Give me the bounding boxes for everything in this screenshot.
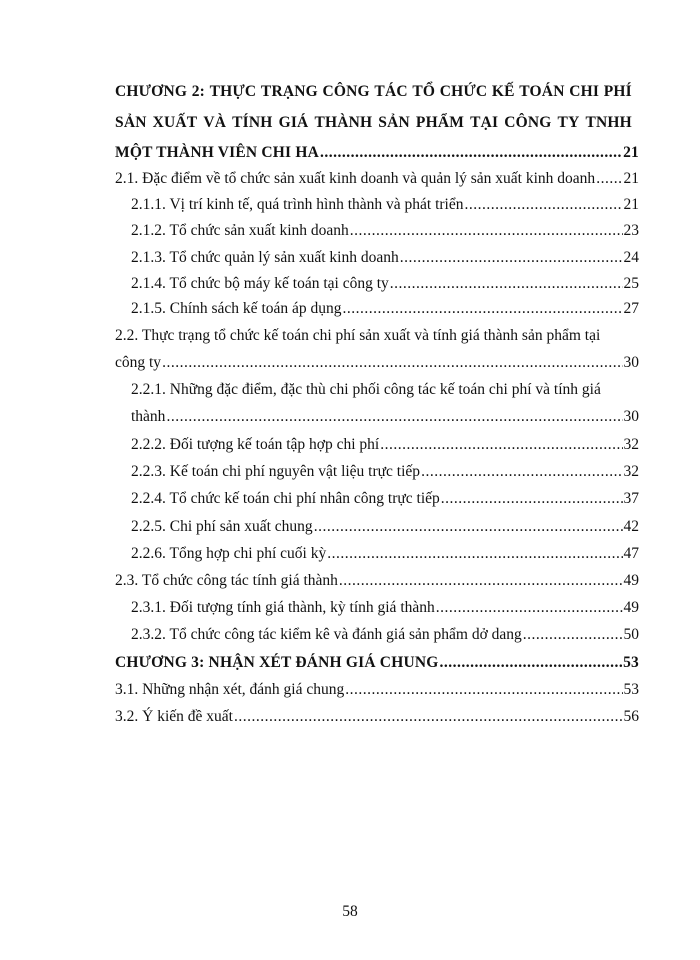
toc-entry-page: 37 [623,490,639,507]
heading-word: TY [557,114,580,131]
leader-dots [166,407,622,427]
toc-entry-label: 2.2.3. Kế toán chi phí nguyên vật liệu trực tiếp [131,463,421,480]
leader-dots [421,462,622,482]
toc-entry-page: 21 [623,170,639,187]
toc-entry-page: 49 [623,599,639,616]
toc-entry [115,169,639,189]
toc-entry-label: 2.2.6. Tổng hợp chi phí cuối kỳ [131,545,327,562]
toc-entry-label: 2.2.4. Tổ chức kế toán chi phí nhân công trực tiếp [131,490,440,507]
leader-dots [436,598,623,618]
toc-entry-page: 30 [623,408,639,425]
heading-word: TÁC [374,83,408,100]
toc-entry [115,680,639,700]
toc-entry-page: 32 [623,436,639,453]
heading-word: CHƯƠNG [115,83,188,100]
heading-word: SẢN [378,114,410,131]
toc-entry-label: 3.2. Ý kiến đề xuất [115,708,233,725]
heading-word: TRẠNG [260,83,318,100]
heading-word: CHI [569,83,600,100]
toc-entry-label: 2.3.1. Đối tượng tính giá thành, kỳ tính giá thành [131,599,435,616]
leader-dots [314,517,623,537]
leader-dots [343,299,623,319]
heading-word: SẢN [115,114,147,131]
leader-dots [523,625,623,645]
heading-word: PHÍ [603,83,632,100]
toc-entry [115,571,639,591]
heading-word: CÔNG [504,114,552,131]
toc-entry [131,517,639,537]
toc-entry [131,221,639,241]
toc-entry-label: 2.1. Đặc điểm về tổ chức sản xuất kinh doanh và quản lý sản xuất kinh doanh [115,170,596,187]
toc-entry-line-1: 2.2. Thực trạng tổ chức kế toán chi phí sản xuất và tính giá thành sản phẩm tại [115,327,601,344]
toc-entry-page: 47 [623,545,639,562]
leader-dots [440,653,623,673]
heading-word: TẠI [470,114,499,131]
toc-entry-page: 30 [623,354,639,371]
toc-entry-page: 23 [623,222,639,239]
toc-entry [131,462,639,482]
toc-entry-page: 53 [623,681,639,698]
leader-dots [390,274,623,294]
chapter-3-page: 53 [623,654,639,671]
heading-word: TNHH [585,114,632,131]
toc-entry-label: 2.1.3. Tổ chức quản lý sản xuất kinh doanh [131,249,399,266]
toc-entry-page: 25 [623,275,639,292]
toc-entry [115,707,639,727]
toc-entry-label: thành [131,408,166,425]
heading-word: TỔ [412,83,436,100]
toc-entry-page: 21 [623,196,639,213]
leader-dots [339,571,623,591]
heading-word: CÔNG [322,83,370,100]
leader-dots [380,435,622,455]
toc-entry [131,489,639,509]
leader-dots [464,195,622,215]
heading-word: GIÁ [278,114,309,131]
toc-entry-page: 27 [623,300,639,317]
leader-dots [441,489,623,509]
chapter-2-heading-line-2 [115,113,632,133]
chapter-2-heading-line-3 [115,143,639,163]
toc-entry-label: 3.1. Những nhận xét, đánh giá chung [115,681,345,698]
toc-entry-page: 42 [623,518,639,535]
leader-dots [162,353,622,373]
heading-word: THỰC [209,83,257,100]
heading-word: PHẨM [415,114,465,131]
heading-word: TOÁN [519,83,565,100]
toc-entry [131,407,639,427]
toc-entry [131,274,639,294]
heading-word: 2: [191,83,205,100]
heading-word: KẾ [491,83,515,100]
leader-dots [400,248,623,268]
toc-entry-line-1: 2.2.1. Những đặc điểm, đặc thù chi phối công tác kế toán chi phí và tính giá [131,381,601,398]
toc-entry-label: công ty [115,354,162,371]
toc-entry [131,435,639,455]
chapter-2-page: 21 [623,144,639,161]
page-number: 58 [342,903,358,920]
toc-entry-label: 2.1.5. Chính sách kế toán áp dụng [131,300,342,317]
chapter-2-heading-line-1 [115,82,632,102]
toc-entry-page: 32 [623,463,639,480]
toc-entry-label: 2.3.2. Tổ chức công tác kiểm kê và đánh giá sản phẩm dở dang [131,626,522,643]
toc-entry [131,598,639,618]
toc-entry [131,299,639,319]
leader-dots [234,707,623,727]
toc-entry-label: 2.2.5. Chi phí sản xuất chung [131,518,313,535]
leader-dots [320,143,622,163]
toc-entry-page: 56 [623,708,639,725]
toc-entry-page: 50 [623,626,639,643]
toc-entry [131,544,639,564]
heading-word: VÀ [203,114,227,131]
toc-entry [131,248,639,268]
leader-dots [327,544,622,564]
toc-entry-label: 2.3. Tổ chức công tác tính giá thành [115,572,338,589]
chapter-3-title: CHƯƠNG 3: NHẬN XÉT ĐÁNH GIÁ CHUNG [115,654,439,671]
leader-dots [350,221,623,241]
heading-word: XUẤT [152,114,198,131]
toc-entry [131,195,639,215]
heading-word: THÀNH [314,114,373,131]
leader-dots [345,680,622,700]
toc-entry [131,625,639,645]
chapter-3-heading [115,653,639,673]
toc-entry-label: 2.2.2. Đối tượng kế toán tập hợp chi phí [131,436,380,453]
leader-dots [596,169,622,189]
heading-word: TÍNH [232,114,273,131]
chapter-2-title-end: MỘT THÀNH VIÊN CHI HA [115,144,320,161]
heading-word: CHỨC [439,83,488,100]
toc-entry-label: 2.1.4. Tổ chức bộ máy kế toán tại công ty [131,275,389,292]
toc-entry-label: 2.1.1. Vị trí kinh tế, quá trình hình thành và phát triển [131,196,464,213]
toc-entry [115,353,639,373]
toc-entry-label: 2.1.2. Tổ chức sản xuất kinh doanh [131,222,349,239]
toc-entry-page: 49 [623,572,639,589]
toc-entry-page: 24 [623,249,639,266]
